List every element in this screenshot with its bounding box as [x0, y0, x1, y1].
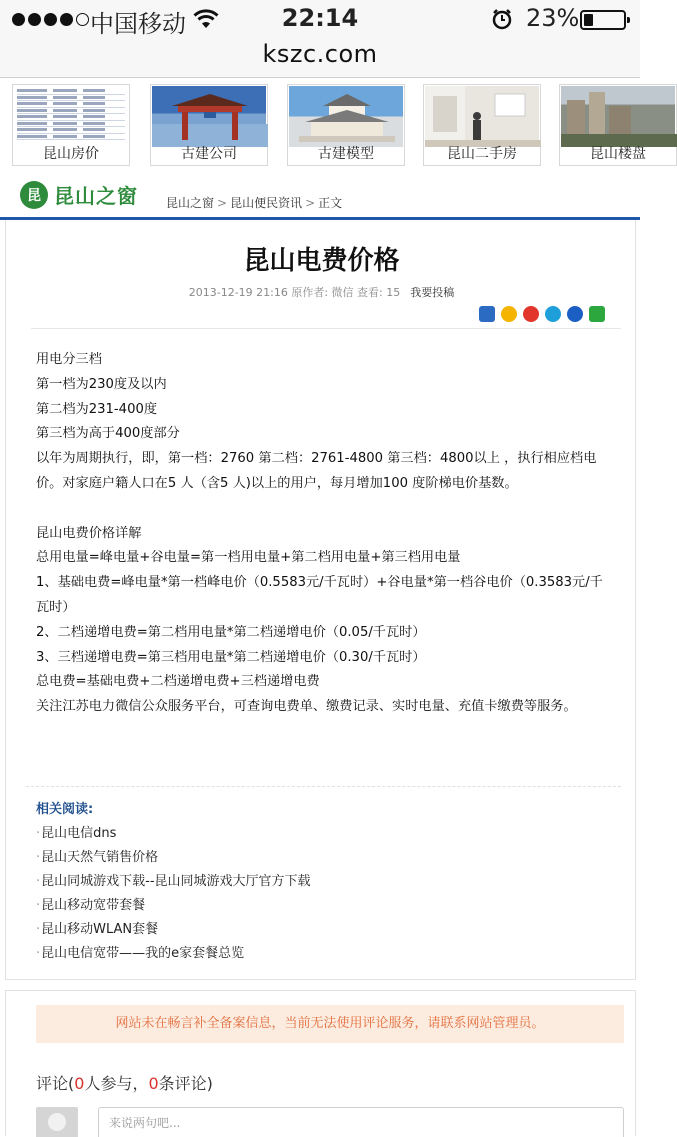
paragraph: 昆山电费价格详解 [36, 525, 142, 541]
comment-title [36, 1071, 213, 1094]
thumbnail-property-listing[interactable] [559, 84, 677, 166]
thumbnail-caption: 古建公司 [181, 146, 237, 162]
paragraph: 第一档为230度及以内 [36, 376, 167, 392]
carrier-name: 中国移动 [90, 10, 186, 38]
pinterest-share-icon[interactable] [545, 306, 561, 322]
comment-input[interactable]: 来说两句吧... [98, 1107, 624, 1137]
wechat-share-icon[interactable] [589, 306, 605, 322]
paragraph: 关注江苏电力微信公众服务平台，可查询电费单、缴费记录、实时电量、充值卡缴费等服务。 [36, 699, 577, 715]
related-heading: 相关阅读: [36, 802, 94, 817]
thumbnail-caption: 昆山二手房 [447, 146, 517, 162]
participant-count: 0 [74, 1074, 85, 1093]
paragraph: 1、基础电费=峰电量*第一档峰电价（0.5583元/千瓦时）+谷电量*第一档谷电价（0.3583元/千瓦时） [36, 575, 603, 615]
article-meta-info: 2013-12-19 21:16 原作者: 微信 查看: 15 [188, 286, 401, 299]
related-link[interactable]: · 昆山电信dns [36, 822, 311, 846]
logo-text: 昆山之窗 [54, 184, 138, 208]
breadcrumb-separator: > [305, 196, 316, 210]
comment-count: 0 [148, 1074, 159, 1093]
title-divider [31, 328, 621, 329]
thumbnail-ancient-building-model[interactable] [287, 84, 405, 166]
participant-suffix: 人参与， [84, 1074, 149, 1093]
thumbnail-second-hand-house[interactable] [423, 84, 541, 166]
paragraph: 总电费=基础电费+二档递增电费+三档递增电费 [36, 674, 320, 690]
thumbnail-caption: 昆山房价 [43, 146, 99, 162]
comment-section [5, 990, 636, 1136]
favorite-share-icon[interactable] [501, 306, 517, 322]
related-link[interactable]: · 昆山移动WLAN套餐 [36, 918, 311, 942]
renren-share-icon[interactable] [567, 306, 583, 322]
ad-thumbnail-strip [0, 80, 646, 168]
interior-room-image [425, 86, 539, 147]
weibo-share-icon[interactable] [523, 306, 539, 322]
paragraph: 第二档为231-400度 [36, 401, 158, 417]
paragraph: 3、三档递增电费=第三档用电量*第二档递增电价（0.30/千瓦时） [36, 649, 426, 665]
paragraph: 第三档为高于400度部分 [36, 426, 180, 442]
status-bar [0, 0, 640, 40]
battery-icon [580, 10, 626, 30]
related-link[interactable]: · 昆山电信宽带——我的e家套餐总览 [36, 942, 311, 966]
related-link[interactable]: · 昆山移动宽带套餐 [36, 894, 311, 918]
buildings-image [561, 86, 675, 147]
comment-service-notice: 网站未在畅言补全备案信息，当前无法使用评论服务，请联系网站管理员。 [36, 1005, 624, 1043]
thumbnail-house-price[interactable] [12, 84, 130, 166]
url-text: kszc.com [262, 40, 378, 68]
logo-mark-icon: 昆 [20, 181, 48, 209]
breadcrumb [166, 194, 342, 211]
article-body [36, 348, 615, 720]
paragraph: 2、二档递增电费=第二档用电量*第二档递增电价（0.05/千瓦时） [36, 624, 426, 640]
breadcrumb-current: 正文 [318, 196, 343, 210]
article-meta [6, 284, 637, 300]
qzone-share-icon[interactable] [479, 306, 495, 322]
thumbnail-caption: 古建模型 [318, 146, 374, 162]
related-divider [26, 786, 621, 787]
comment-title-prefix: 评论( [36, 1074, 75, 1093]
comment-count-suffix: 条评论) [158, 1074, 213, 1093]
paragraph: 总用电量=峰电量+谷电量=第一档用电量+第二档用电量+第三档用电量 [36, 550, 461, 566]
temple-model-image [289, 86, 403, 147]
related-link[interactable]: · 昆山天然气销售价格 [36, 846, 311, 870]
clock: 22:14 [281, 4, 359, 32]
paragraph: 以年为周期执行，即，第一档：2760 第二档：2761-4800 第三档：4800以上 ，执行相应档电价。对家庭户籍人口在5 人（含5 人)以上的用户，每月增加100 度阶梯电价基数。 [36, 451, 597, 491]
battery-percent: 23% [526, 4, 580, 32]
breadcrumb-category[interactable]: 昆山便民资讯 [230, 196, 303, 210]
paragraph [36, 497, 615, 522]
paragraph: 用电分三档 [36, 352, 102, 367]
related-list [36, 822, 311, 966]
archway-image [152, 86, 266, 147]
site-logo[interactable] [20, 180, 138, 209]
battery-level [584, 14, 593, 26]
breadcrumb-separator: > [217, 196, 228, 210]
avatar [36, 1107, 78, 1137]
article-title: 昆山电费价格 [243, 246, 400, 276]
article-card [5, 220, 636, 980]
share-bar [479, 306, 605, 322]
thumbnail-ancient-building-company[interactable] [150, 84, 268, 166]
alarm-icon [491, 8, 513, 30]
related-link[interactable]: · 昆山同城游戏下载--昆山同城游戏大厅官方下载 [36, 870, 311, 894]
site-header [0, 172, 640, 220]
submit-article-link[interactable]: 我要投稿 [410, 286, 455, 299]
thumbnail-caption: 昆山楼盘 [590, 146, 646, 162]
breadcrumb-home[interactable]: 昆山之窗 [166, 196, 215, 210]
price-table-image [14, 86, 128, 147]
address-bar[interactable] [0, 40, 640, 78]
